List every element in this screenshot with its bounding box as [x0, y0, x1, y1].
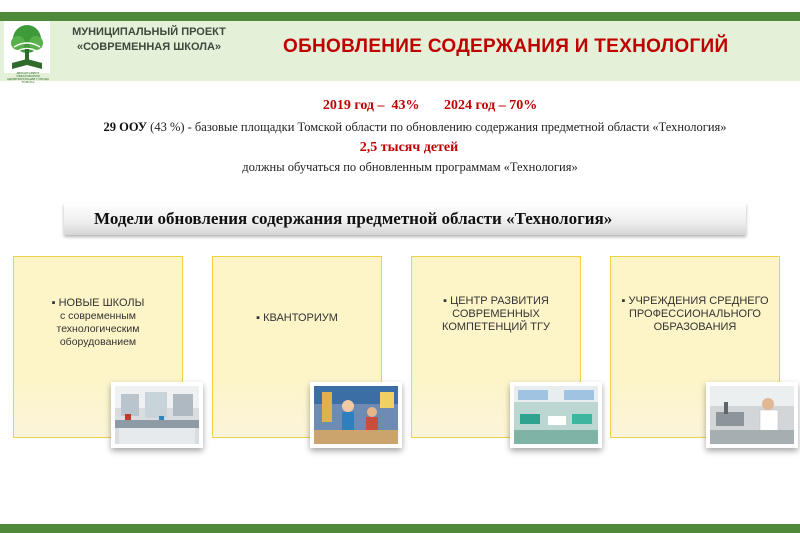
- logo-caption: ДЕПАРТАМЕНТ ОБРАЗОВАНИЯ АДМИНИСТРАЦИИ ГОРОДА ТОМСКА: [6, 71, 50, 84]
- card-label: ▪ НОВЫЕ ШКОЛЫ с современным технологическим оборудованием: [51, 297, 145, 348]
- stats-years: 2019 год – 43% 2024 год – 70%: [322, 98, 538, 113]
- stats-ooy: 29 ООУ (43 %) - базовые площадки Томской области по обновлению содержания предметной области «Технология»: [103, 120, 727, 134]
- card-label: ▪ ЦЕНТР РАЗВИТИЯ СОВРЕМЕННЫХ КОМПЕТЕНЦИЙ ТГУ: [442, 295, 550, 333]
- kvantorium-photo: [310, 382, 402, 448]
- classroom-image-icon: [115, 386, 199, 444]
- project-title: МУНИЦИПАЛЬНЫЙ ПРОЕКТ «СОВРЕМЕННАЯ ШКОЛА»: [72, 26, 226, 53]
- card-label: ▪ УЧРЕЖДЕНИЯ СРЕДНЕГО ПРОФЕССИОНАЛЬНОГО ОБРАЗОВАНИЯ: [621, 295, 769, 333]
- top-accent-bar: [0, 12, 800, 21]
- vocational-photo: [706, 382, 798, 448]
- laboratory-image-icon: [710, 386, 794, 444]
- stats-note: должны обучаться по обновленным программам «Технология»: [242, 160, 578, 174]
- models-banner: Модели обновления содержания предметной области «Технология»: [64, 203, 746, 235]
- bottom-accent-bar: [0, 524, 800, 533]
- workshop-image-icon: [314, 386, 398, 444]
- lab-photo-1: [111, 382, 203, 448]
- tsu-center-photo: [510, 382, 602, 448]
- open-space-image-icon: [514, 386, 598, 444]
- stats-children: 2,5 тысяч детей: [359, 140, 459, 155]
- page-title: ОБНОВЛЕНИЕ СОДЕРЖАНИЯ И ТЕХНОЛОГИЙ: [283, 36, 729, 57]
- card-label: ▪ КВАНТОРИУМ: [256, 312, 338, 324]
